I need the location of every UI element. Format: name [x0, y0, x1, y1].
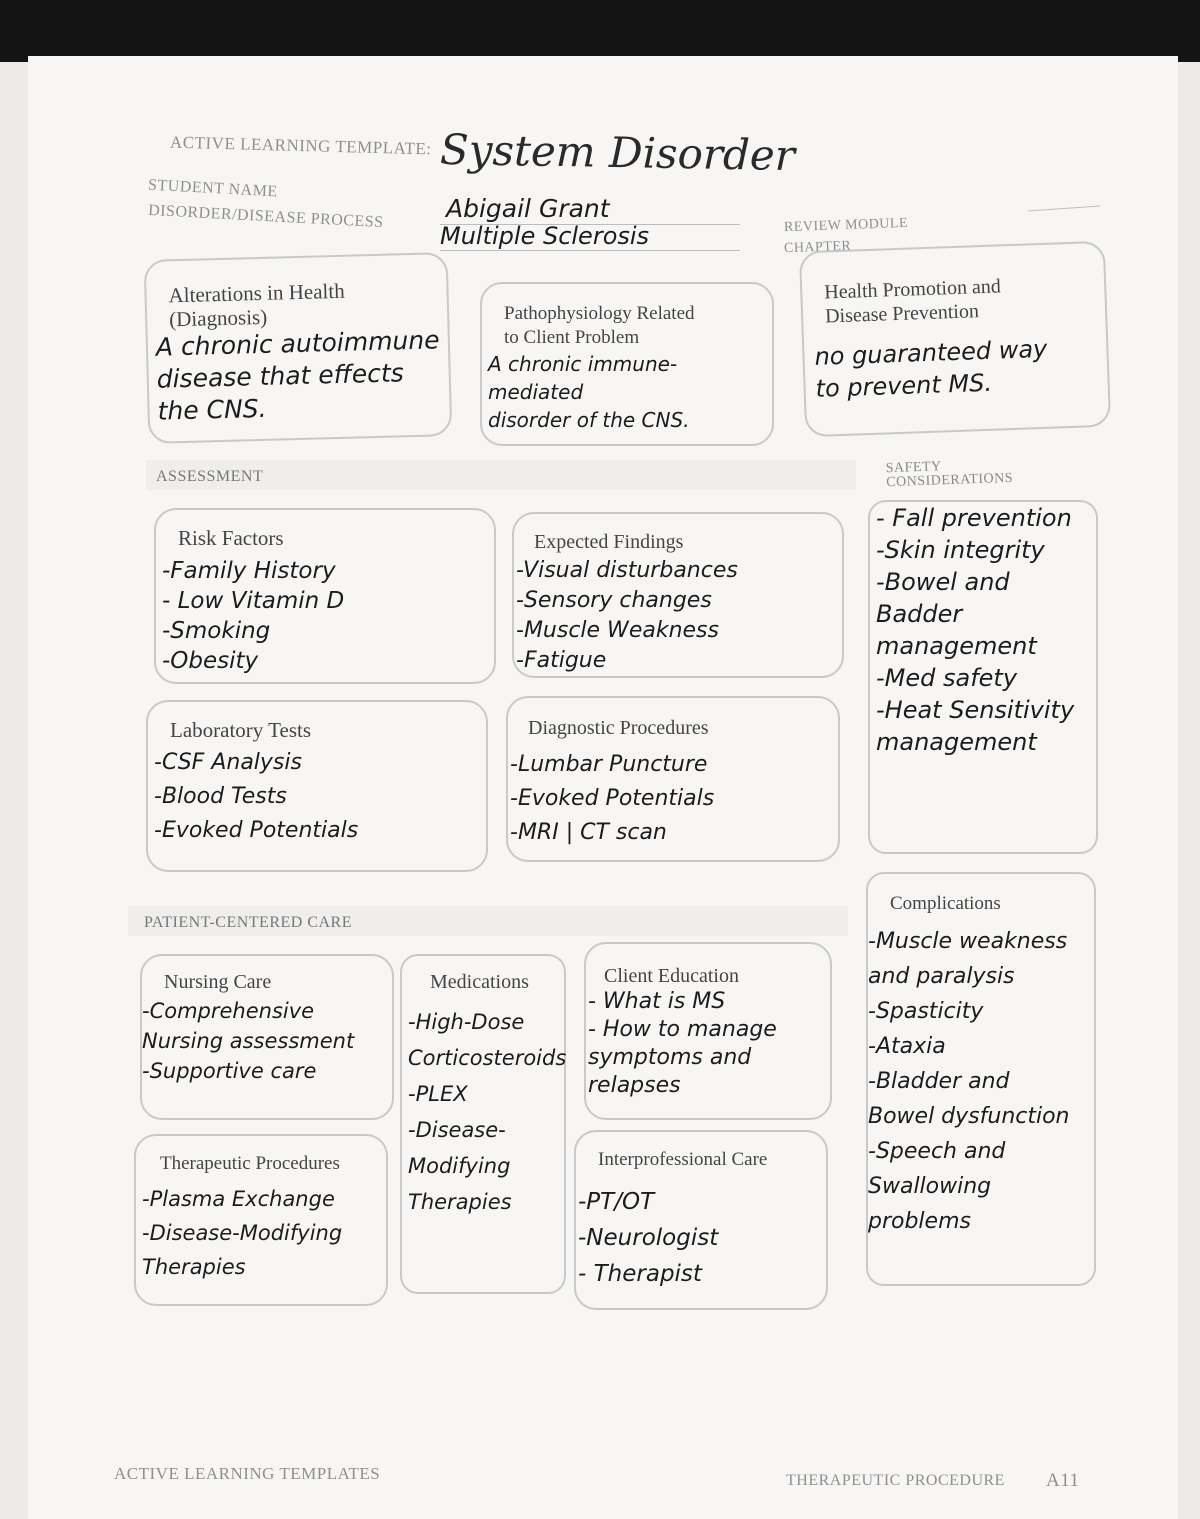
assessment-label: ASSESSMENT: [156, 468, 264, 485]
laboratory-tests-box: [146, 700, 488, 872]
nursing-care-title: Nursing Care: [164, 971, 272, 993]
expected-findings-body: -Visual disturbances -Sensory changes -Muscle Weakness -Fatigue: [516, 558, 738, 673]
client-education-body: - What is MS - How to manage symptoms and relapses: [588, 989, 777, 1098]
health-promotion-body: no guaranteed way to prevent MS.: [814, 334, 1048, 403]
pathophysiology-body: A chronic immune-mediated disorder of the CNS.: [488, 352, 690, 432]
interprofessional-care-title: Interprofessional Care: [598, 1149, 768, 1170]
therapeutic-procedures-title: Therapeutic Procedures: [160, 1153, 340, 1174]
safety-body: - Fall prevention -Skin integrity -Bowel and Badder management -Med safety -Heat Sensitivity management: [876, 504, 1075, 756]
risk-factors-body: -Family History - Low Vitamin D -Smoking -Obesity: [162, 558, 345, 674]
medications-title: Medications: [430, 971, 529, 993]
template-title: System Disorder: [439, 124, 796, 181]
patient-care-label: PATIENT-CENTERED CARE: [144, 914, 352, 931]
laboratory-tests-body: -CSF Analysis -Blood Tests -Evoked Potentials: [154, 750, 359, 843]
scan-dark-edge: [0, 0, 1200, 62]
health-promotion-title: Health Promotion and Disease Prevention: [823, 275, 1002, 328]
diagnostic-procedures-title: Diagnostic Procedures: [528, 717, 709, 739]
diagnostic-procedures-body: -Lumbar Puncture -Evoked Potentials -MRI | CT scan: [510, 752, 715, 845]
footer-right: THERAPEUTIC PROCEDURE: [786, 1472, 1005, 1489]
disorder-line: [440, 250, 740, 251]
nursing-care-body: -Comprehensive Nursing assessment -Supportive care: [142, 999, 355, 1083]
interprofessional-care-box: [574, 1130, 828, 1310]
laboratory-tests-title: Laboratory Tests: [170, 718, 312, 742]
client-education-title: Client Education: [604, 965, 739, 987]
client-education-box: [584, 942, 832, 1120]
therapeutic-procedures-box: [134, 1134, 388, 1306]
therapeutic-procedures-body: -Plasma Exchange -Disease-Modifying Therapies: [142, 1187, 343, 1279]
medications-box: [400, 954, 566, 1294]
review-module-label: REVIEW MODULE: [783, 215, 909, 236]
interprofessional-care-body: -PT/OT -Neurologist - Therapist: [578, 1189, 719, 1287]
diagnostic-procedures-box: [506, 696, 840, 862]
safety-box: [868, 500, 1098, 854]
complications-box: [866, 872, 1096, 1286]
risk-factors-box: [154, 508, 496, 684]
footer-page-number: A11: [1046, 1470, 1080, 1491]
pathophysiology-title: Pathophysiology Related to Client Problem: [504, 303, 695, 348]
worksheet-page: [28, 56, 1178, 1519]
alterations-box: [144, 252, 453, 444]
footer-left: ACTIVE LEARNING TEMPLATES: [114, 1464, 381, 1483]
risk-factors-title: Risk Factors: [178, 526, 284, 550]
student-name-value: Abigail Grant: [446, 194, 610, 223]
template-label: ACTIVE LEARNING TEMPLATE:: [169, 132, 432, 159]
pathophysiology-box: [480, 282, 774, 446]
expected-findings-box: [512, 512, 844, 678]
chapter-label: CHAPTER: [783, 238, 852, 257]
complications-body: -Muscle weakness and paralysis -Spasticity -Ataxia -Bladder and Bowel dysfunction -Speech and Swallowing problems: [868, 929, 1070, 1234]
review-module-line: [1028, 205, 1100, 211]
complications-title: Complications: [890, 893, 1001, 914]
medications-body: -High-Dose Corticosteroids -PLEX -Disease- Modifying Therapies: [408, 1010, 567, 1214]
expected-findings-title: Expected Findings: [534, 531, 684, 553]
disorder-label: DISORDER/DISEASE PROCESS: [147, 201, 384, 232]
alterations-body: A chronic autoimmune disease that effects the CNS.: [155, 325, 440, 426]
disorder-value: Multiple Sclerosis: [440, 222, 650, 250]
alterations-title: Alterations in Health (Diagnosis): [168, 278, 345, 332]
health-promotion-box: [799, 241, 1111, 438]
safety-label: SAFETY CONSIDERATIONS: [885, 459, 1014, 491]
nursing-care-box: [140, 954, 394, 1120]
student-name-label: STUDENT NAME: [147, 176, 279, 201]
